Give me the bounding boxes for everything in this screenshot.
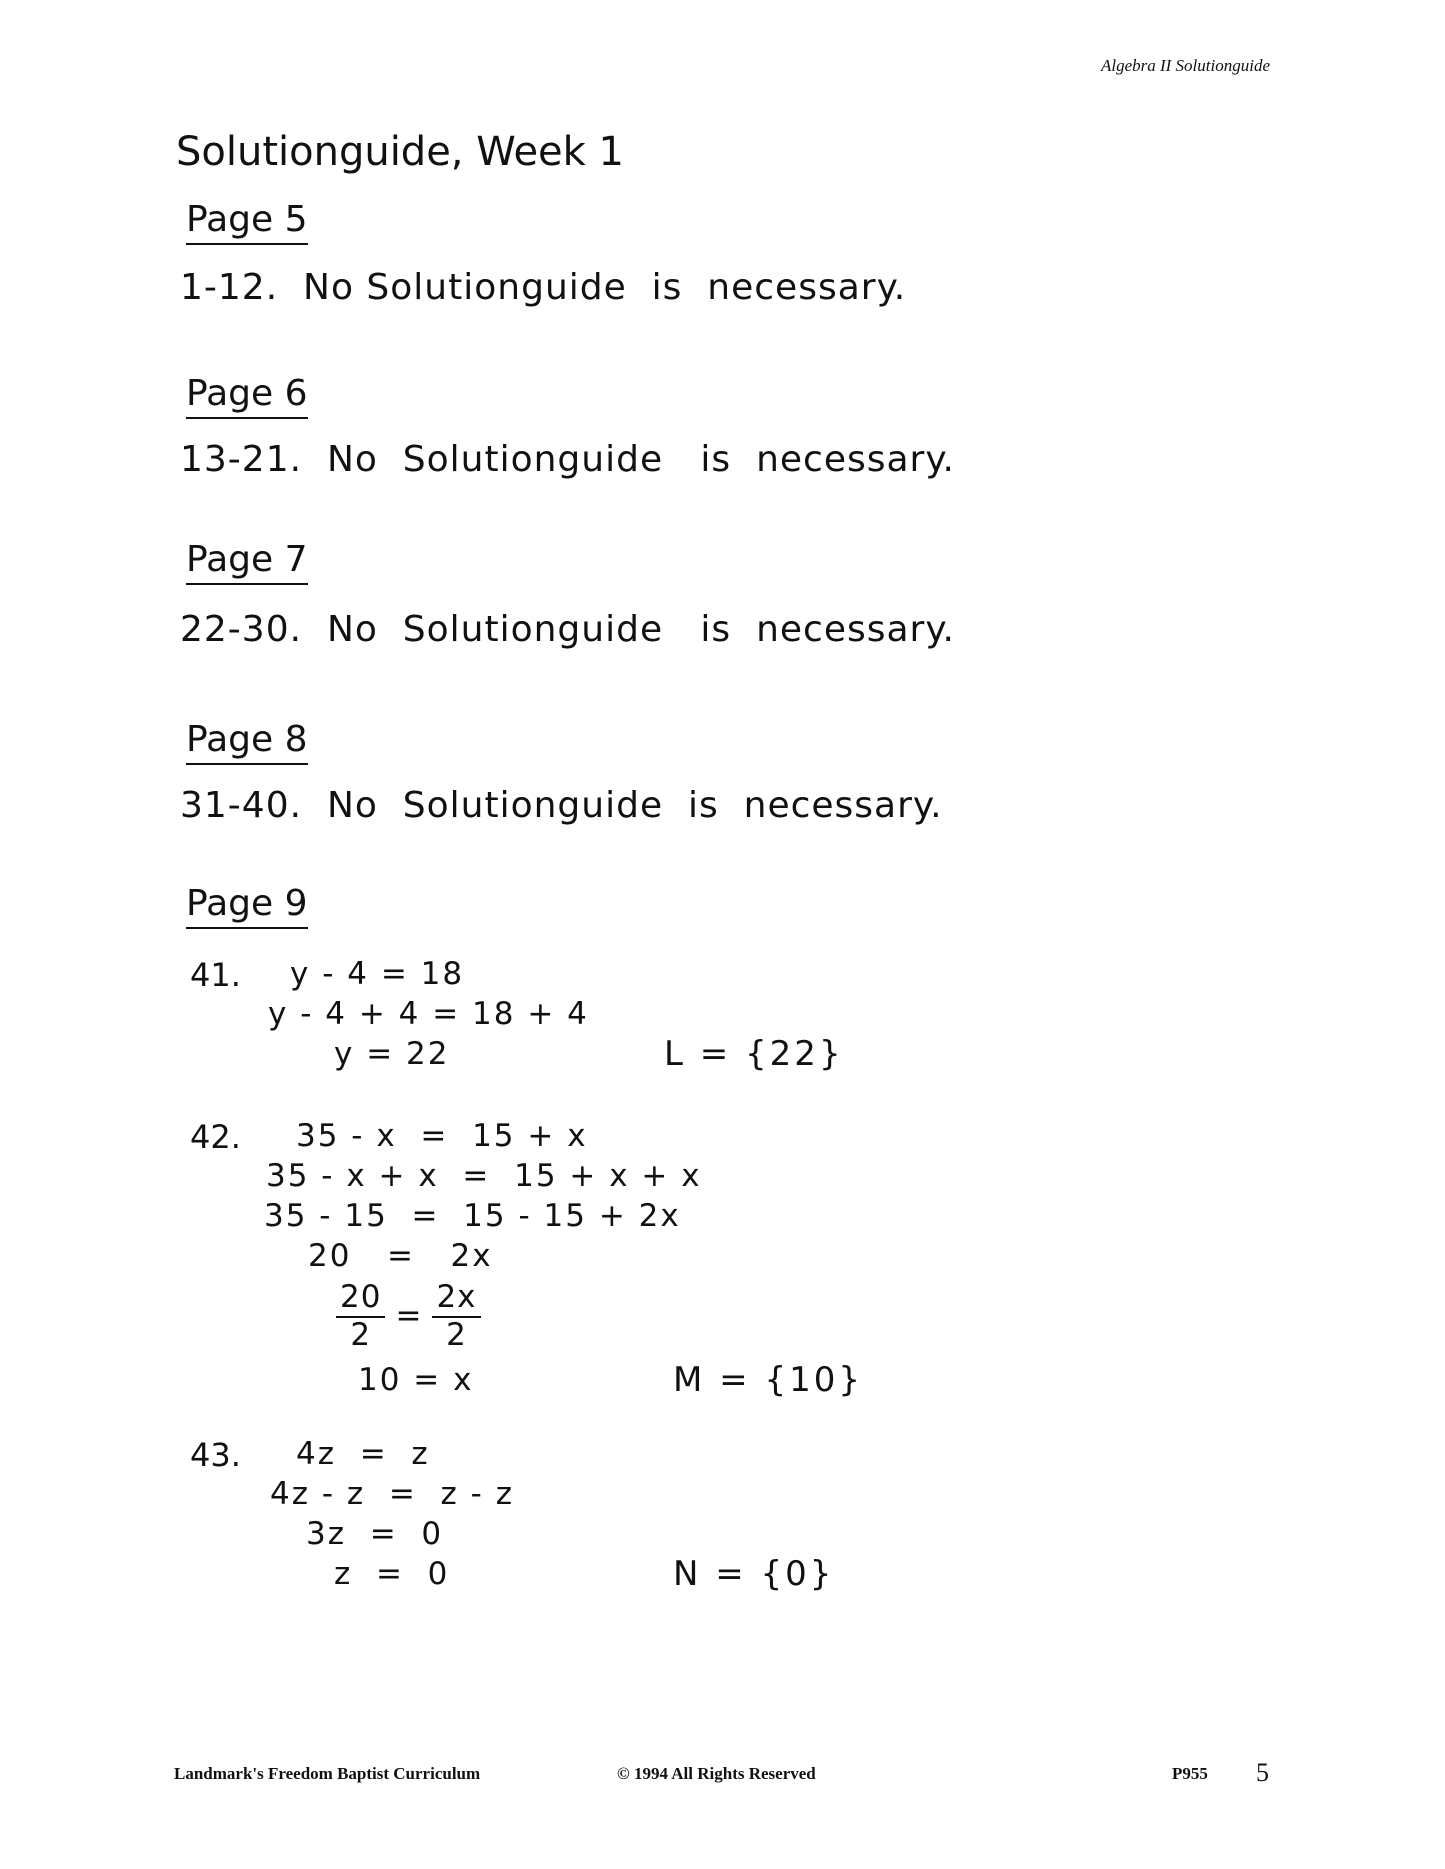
footer-publisher: Landmark's Freedom Baptist Curriculum bbox=[174, 1764, 481, 1783]
running-header: Algebra II Solutionguide bbox=[1100, 56, 1270, 75]
footer-copyright: © 1994 All Rights Reserved bbox=[617, 1764, 816, 1783]
page-number: 5 bbox=[1256, 1758, 1269, 1787]
page-heading: Page 5 bbox=[186, 198, 308, 245]
equation-step: 4z = z bbox=[296, 1436, 430, 1472]
solution-set: M = {10} bbox=[673, 1360, 863, 1400]
fraction-step bbox=[336, 1280, 481, 1353]
solution-set: L = {22} bbox=[664, 1034, 844, 1074]
equation-step: 10 = x bbox=[358, 1362, 474, 1398]
page-heading: Page 9 bbox=[186, 882, 308, 929]
fraction-denominator: 2 bbox=[446, 1316, 467, 1353]
page-heading: Page 8 bbox=[186, 718, 308, 765]
equation-step: 35 - x = 15 + x bbox=[296, 1118, 588, 1154]
equation-step: y - 4 + 4 = 18 + 4 bbox=[268, 996, 589, 1032]
fraction-numerator: 2x bbox=[432, 1280, 480, 1318]
page-heading: Page 7 bbox=[186, 538, 308, 585]
equation-step: 20 = 2x bbox=[308, 1238, 493, 1274]
equation-step: y = 22 bbox=[334, 1036, 450, 1072]
page-heading: Page 6 bbox=[186, 372, 308, 419]
problem-number: 43. bbox=[190, 1436, 241, 1474]
fraction-numerator: 20 bbox=[336, 1280, 385, 1318]
equation-step: 3z = 0 bbox=[306, 1516, 444, 1552]
section-note: 31-40. No Solutionguide is necessary. bbox=[180, 785, 943, 826]
section-note: 1-12. No Solutionguide is necessary. bbox=[180, 267, 907, 308]
fraction-denominator: 2 bbox=[350, 1316, 372, 1353]
problem-number: 41. bbox=[190, 956, 241, 994]
equation-step: 35 - x + x = 15 + x + x bbox=[266, 1158, 702, 1194]
equation-step: z = 0 bbox=[334, 1556, 450, 1592]
equation-step: 35 - 15 = 15 - 15 + 2x bbox=[264, 1198, 681, 1234]
section-note: 13-21. No Solutionguide is necessary. bbox=[180, 439, 955, 480]
equation-step: 4z - z = z - z bbox=[270, 1476, 514, 1512]
problem-number: 42. bbox=[190, 1118, 241, 1156]
page-title: Solutionguide, Week 1 bbox=[176, 129, 624, 175]
equals-sign: = bbox=[395, 1298, 423, 1335]
equation-step: y - 4 = 18 bbox=[290, 956, 465, 992]
solution-set: N = {0} bbox=[673, 1554, 835, 1594]
section-note: 22-30. No Solutionguide is necessary. bbox=[180, 609, 955, 650]
footer-code: P955 bbox=[1172, 1764, 1208, 1783]
